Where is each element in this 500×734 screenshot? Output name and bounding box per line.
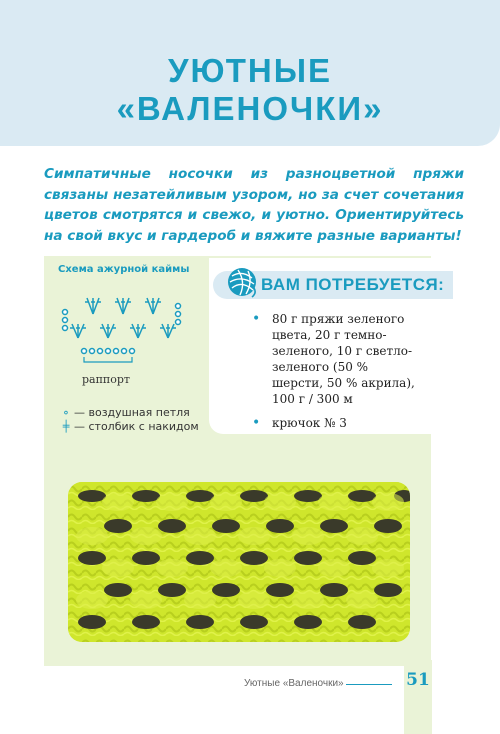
crochet-texture [68,482,410,642]
top-fan-2 [115,298,131,314]
bottom-fan-3 [130,324,146,338]
list-item: • крючок № 3 [240,415,420,431]
list-item: • 80 г пряжи зеленого цвета, 20 г темно-зеленого, 10 г светло-зеленого (50 % шерсти, 50 % акрила), 100 г / 300 м [240,311,420,407]
top-fan-1 [85,298,101,314]
materials-title: ВАМ ПОТРЕБУЕТСЯ: [261,275,445,294]
top-fan-3 [145,298,161,314]
materials-list [240,311,420,439]
crochet-chart-diagram [60,292,190,364]
legend-chain-stitch: ∘ — воздушная петля [60,406,190,419]
legend-double-crochet: ╪ — столбик с накидом [60,420,199,433]
footer-rule [346,684,392,685]
scheme-title: Схема ажурной каймы [58,264,190,275]
chain-stitch-icon: ∘ [62,406,70,419]
page-title [0,52,500,128]
page-number: 51 [406,670,430,690]
crochet-sample-photo [68,482,410,642]
bottom-fan-4 [160,324,176,338]
bottom-fan-1 [70,324,86,338]
intro-paragraph: Симпатичные носочки из разноцветной пряжи связаны незатейливым узором, но за счет сочетания цветов смотрятся и свежо, и уютно. Ориентируйтесь на свой вкус и гардероб и вяжите разные варианты! [44,166,464,244]
title-line-2: «ВАЛЕНОЧКИ» [116,90,384,127]
running-title: Уютные «Валеночки» [244,678,344,689]
rapport-label: раппорт [82,373,131,386]
bottom-fan-2 [100,324,116,338]
yarn-ball-icon [226,266,258,298]
title-line-1: УЮТНЫЕ [167,52,333,89]
double-crochet-icon: ╪ [62,420,70,433]
